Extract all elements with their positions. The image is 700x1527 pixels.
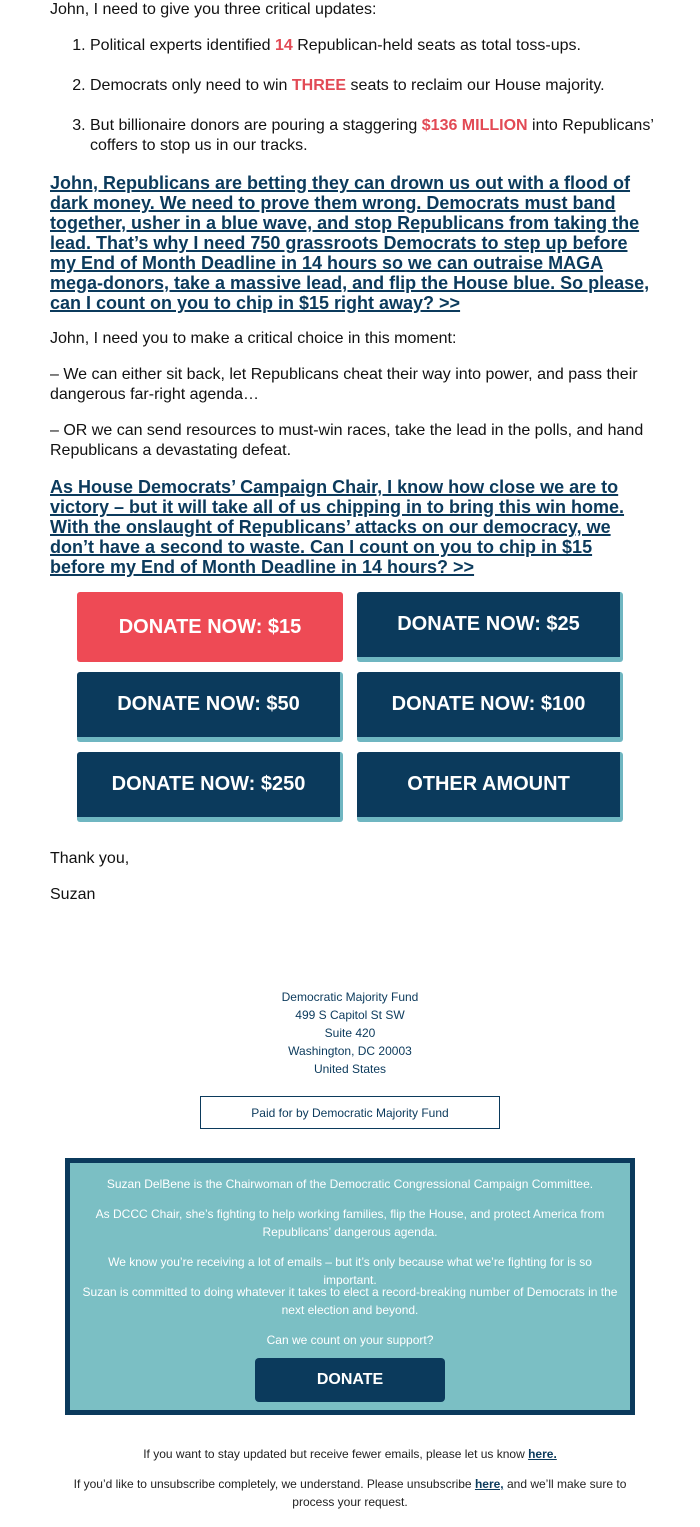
update-text: into Republicans’ coffers to stop us in our tracks. (90, 117, 654, 154)
address-line: United States (313, 1062, 387, 1076)
info-text: Suzan is committed to doing whatever it takes to elect a record-breaking number of Democrats in the next election and beyond. (82, 1285, 618, 1317)
highlight-text: $136 MILLION (421, 117, 528, 134)
donate-appeal-link[interactable]: John, Republicans are betting they can drown us out with a flood of dark money. We need to prove them wrong. Democrats must band together, usher in a blue wave, and stop Republicans from taking the lead. That’s why I need 750 grassroots Democrats to step up before my End of Month Deadline in 14 hours so we can outraise MAGA mega-donors, take a massive lead, and flip the House blue. So please, can I count on you to chip in $15 right away? >> (50, 173, 650, 313)
info-text: Suzan DelBene is the Chairwoman of the Democratic Congressional Campaign Committee. (106, 1177, 594, 1191)
address-line: 499 S Capitol St SW (295, 1008, 405, 1022)
address-line: Washington, DC 20003 (288, 1044, 412, 1058)
fewer-emails-note (0, 1445, 700, 1463)
choice-b: – OR we can send resources to must-win races, take the lead in the polls, and hand Republicans a devastating defeat. (50, 422, 644, 459)
update-text: Democrats only need to win (90, 77, 292, 94)
info-text: As DCCC Chair, she’s fighting to help working families, flip the House, and protect America from Republicans’ dangerous agenda. (95, 1207, 605, 1239)
footer-text: If you want to stay updated but receive fewer emails, please let us know (143, 1447, 529, 1461)
fewer-emails-link[interactable]: here. (528, 1447, 557, 1461)
choice-a: – We can either sit back, let Republicans cheat their way into power, and pass their dangerous far-right agenda… (50, 366, 638, 403)
greeting: John, I need to give you three critical updates: (50, 1, 377, 18)
other-amount-button[interactable]: OTHER AMOUNT (357, 752, 623, 822)
info-box (65, 1158, 635, 1415)
donate-50-button[interactable]: DONATE NOW: $50 (77, 672, 343, 742)
address-line: Suite 420 (324, 1026, 376, 1040)
info-text: We know you’re receiving a lot of emails – but it’s only because what we’re fighting for is so important. (108, 1255, 592, 1287)
list-item (90, 76, 670, 96)
signature: Suzan (50, 886, 96, 903)
paid-for-disclaimer: Paid for by Democratic Majority Fund (200, 1096, 500, 1129)
donate-25-button[interactable]: DONATE NOW: $25 (357, 592, 623, 662)
unsubscribe-link[interactable]: here, (474, 1477, 504, 1491)
campaign-chair-link[interactable]: As House Democrats’ Campaign Chair, I know how close we are to victory – but it will take all of us chipping in to bring this win home. With the onslaught of Republicans’ attacks on our democracy, we don’t have a second to waste. Can I count on you to chip in $15 before my End of Month Deadline in 14 hours? >> (50, 477, 625, 577)
info-text: Can we count on your support? (266, 1333, 434, 1347)
donate-button[interactable]: DONATE (255, 1358, 445, 1402)
update-text: But billionaire donors are pouring a staggering (90, 117, 422, 134)
highlight-text: 14 (274, 37, 293, 54)
update-text: Republican-held seats as total toss-ups. (292, 37, 581, 54)
footer-text: and we’ll make sure to process your request. (292, 1477, 627, 1509)
donate-100-button[interactable]: DONATE NOW: $100 (357, 672, 623, 742)
footer-text: If you’d like to unsubscribe completely, we understand. Please unsubscribe (73, 1477, 475, 1491)
signoff: Thank you, (50, 850, 130, 867)
updates-list (50, 36, 670, 156)
donate-15-button[interactable]: DONATE NOW: $15 (77, 592, 343, 662)
donate-250-button[interactable]: DONATE NOW: $250 (77, 752, 343, 822)
list-item (90, 116, 670, 156)
update-text: Political experts identified (90, 37, 275, 54)
update-text: seats to reclaim our House majority. (346, 77, 605, 94)
highlight-text: THREE (291, 77, 347, 94)
unsubscribe-note (70, 1475, 630, 1511)
choice-intro: John, I need you to make a critical choice in this moment: (50, 330, 457, 347)
mailing-address (0, 988, 700, 1078)
list-item (90, 36, 670, 56)
org-name: Democratic Majority Fund (281, 990, 419, 1004)
